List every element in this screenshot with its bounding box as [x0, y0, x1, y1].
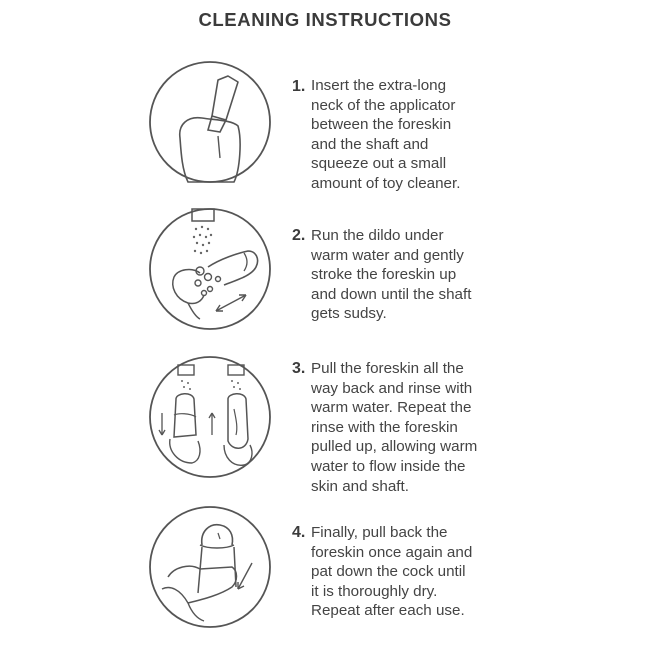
applicator-icon [148, 60, 272, 184]
water-wash-icon [148, 207, 272, 331]
step-number: 2. [292, 227, 306, 244]
step-3 [0, 355, 650, 495]
step-4 [0, 505, 650, 645]
step-text: Insert the extra-long neck of the applicator between the foreskin and the shaft and squeeze out a small amount of toy cleaner. [311, 77, 461, 192]
step-2 [0, 207, 650, 347]
pat-dry-icon [148, 505, 272, 629]
step-number: 4. [292, 524, 306, 541]
step-text: Run the dildo under warm water and gently stroke the foreskin up and down until the shaft gets sudsy. [311, 227, 472, 323]
page-title: CLEANING INSTRUCTIONS [198, 9, 452, 30]
rinse-icon [148, 355, 272, 479]
step-text: Finally, pull back the foreskin once again and pat down the cock until it is thoroughly dry. Repeat after each use. [311, 524, 473, 620]
step-number: 1. [292, 78, 306, 95]
step-text: Pull the foreskin all the way back and rinse with warm water. Repeat the rinse with the foreskin pulled up, allowing warm water to flow inside the skin and shaft. [311, 360, 478, 495]
step-1 [0, 60, 650, 200]
step-number: 3. [292, 360, 306, 377]
